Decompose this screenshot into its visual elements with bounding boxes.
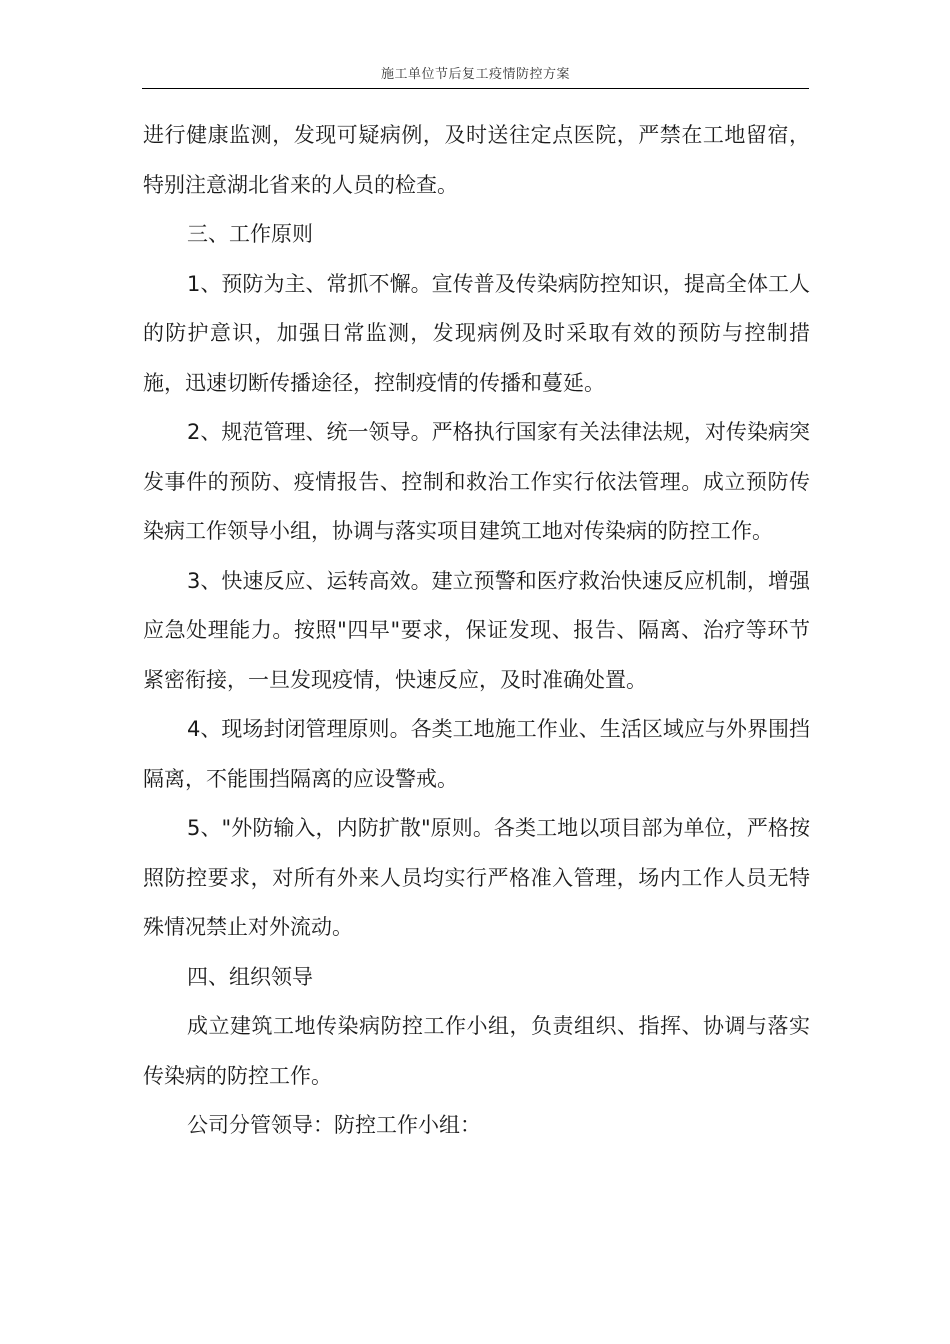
page-header-title: 施工单位节后复工疫情防控方案	[380, 67, 570, 82]
section-heading-organization: 四、组织领导	[187, 964, 313, 989]
section-heading-work-principles: 三、工作原则	[187, 222, 313, 246]
principle-item-5: 5、"外防输入，内防扩散"原则。各类工地以项目部为单位，严格按照防控要求，对所有外来人员均实行严格准入管理，场内工作人员无特殊情况禁止对外流动。	[143, 816, 810, 939]
principle-item-3: 3、快速反应、运转高效。建立预警和医疗救治快速反应机制，增强应急处理能力。按照"四早"要求，保证发现、报告、隔离、治疗等环节紧密衔接，一旦发现疫情，快速反应，及时准确处置。	[143, 568, 810, 692]
document-body	[143, 111, 810, 1151]
principle-item-4: 4、现场封闭管理原则。各类工地施工作业、生活区域应与外界围挡隔离，不能围挡隔离的应设警戒。	[143, 717, 810, 791]
leadership-line: 公司分管领导：防控工作小组：	[187, 1113, 481, 1137]
page-header	[142, 64, 809, 89]
principle-item-2: 2、规范管理、统一领导。严格执行国家有关法律法规，对传染病突发事件的预防、疫情报告、控制和救治工作实行依法管理。成立预防传染病工作领导小组，协调与落实项目建筑工地对传染病的防控工作。	[143, 420, 810, 543]
principle-item-1: 1、预防为主、常抓不懈。宣传普及传染病防控知识，提高全体工人的防护意识，加强日常监测，发现病例及时采取有效的预防与控制措施，迅速切断传播途径，控制疫情的传播和蔓延。	[143, 271, 810, 395]
paragraph-continued: 进行健康监测，发现可疑病例，及时送往定点医院，严禁在工地留宿，特别注意湖北省来的人员的检查。	[143, 123, 810, 197]
organization-paragraph: 成立建筑工地传染病防控工作小组，负责组织、指挥、协调与落实传染病的防控工作。	[143, 1014, 810, 1088]
